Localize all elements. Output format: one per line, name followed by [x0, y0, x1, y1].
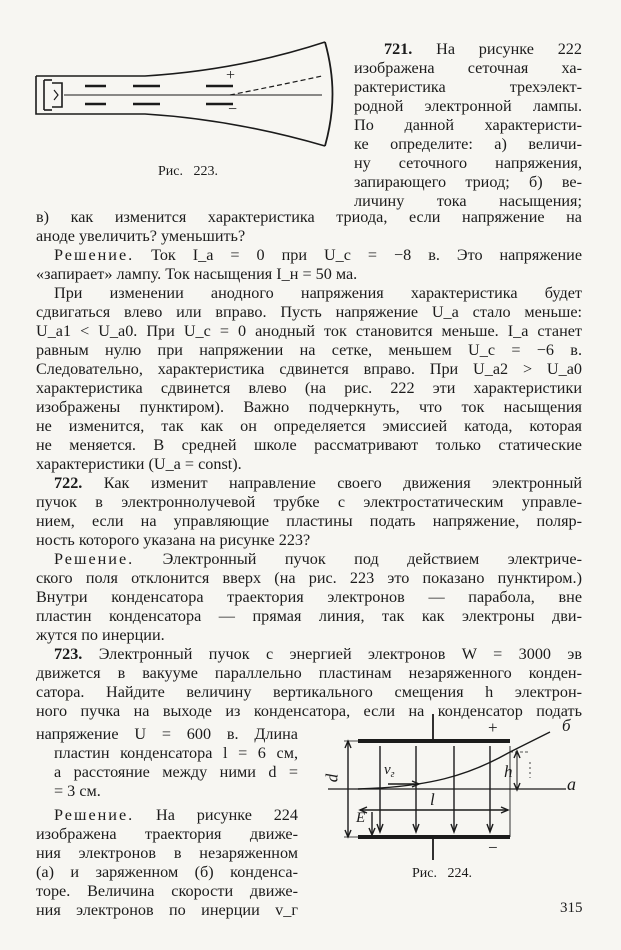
fig223-caption: Рис. 223. — [158, 164, 218, 179]
fig224-plus: + — [488, 718, 498, 737]
fig224-caption: Рис. 224. — [412, 866, 472, 881]
p721-solution-9: не изменится, так как он определяется эмиссией катода, которая — [36, 417, 582, 435]
p721-number: 721. — [384, 40, 413, 58]
p722-line-2: нием, если на управляющие пластины подать напряжение, поляр- — [36, 512, 582, 530]
p722-line-0: 722. Как изменит направление своего движения электронный — [54, 474, 582, 492]
p722-line-1: пучок в электроннолучевой трубке с электростатическим управле- — [36, 493, 582, 511]
p723-line-3: ного пучка на выходе из конденсатора, если на конденсатор подать — [36, 702, 582, 720]
figure-223-crt-tube — [30, 38, 350, 148]
fig224-label-E: E — [356, 810, 366, 826]
p721-solution-1: «запирает» лампу. Ток насыщения I_н = 50 ма. — [36, 265, 358, 283]
p723-solution-1: изображена траектория движе- — [36, 825, 298, 843]
fig224-label-a: a — [567, 774, 576, 794]
p723-solution-4: торе. Величина скорости движе- — [36, 882, 298, 900]
fig223-minus: − — [228, 101, 238, 118]
p723-line-4: напряжение U = 600 в. Длина — [36, 725, 298, 743]
p722-solution-0: Решение. Электронный пучок под действием электриче- — [54, 550, 583, 568]
fig224-minus: − — [488, 838, 498, 857]
p721-line-3: родной электронной лампы. — [354, 97, 582, 115]
p721-solution-4: U_a1 < U_a0. При U_c = 0 анодный ток становится меньше. I_a станет — [36, 322, 582, 340]
p722-solution-2: Внутри конденсатора траектория электронов — парабола, вне — [36, 588, 582, 606]
p723-solution-2: ния электронов в незаряженном — [36, 844, 298, 862]
p721-line-4: По данной характеристи- — [354, 116, 582, 134]
p723-line-0: 723. Электронный пучок с энергией электронов W = 3000 эв — [54, 645, 582, 663]
p721-solution-7: характеристика сдвинется влево (на рис. 222 эти характеристики — [36, 379, 582, 397]
fig224-label-v: $v_г$ — [384, 762, 395, 780]
p721-line-10: аноде увеличить? уменьшить? — [36, 227, 246, 245]
fig224-label-d: d — [322, 773, 342, 783]
p723-line-7: = 3 см. — [54, 782, 101, 800]
p721-solution-10: не меняется. В средней школе рассматривают только статические — [36, 436, 582, 454]
p723-solution-0: Решение. На рисунке 224 — [54, 806, 298, 824]
p721-line-8: личину тока насыщения; — [354, 192, 582, 210]
p721-line-5: ке определите: а) величи- — [354, 135, 582, 153]
p723-line-2: сатора. Найдите величину вертикального смещения h электрон- — [36, 683, 582, 701]
p722-solution-3: пластин конденсатора — прямая линия, так как электроны дви- — [36, 607, 582, 625]
p721-solution-0: Решение. Ток I_a = 0 при U_c = −8 в. Это напряжение — [54, 246, 583, 264]
figure-224-capacitor — [318, 712, 588, 862]
p721-line-6: ну сеточного напряжения, — [354, 154, 582, 172]
p721-line-1: изображена сеточная ха- — [354, 59, 582, 77]
fig224-label-h: h — [504, 762, 513, 781]
p723-line-1: движется в вакууме параллельно пластинам незаряженного конден- — [36, 664, 582, 682]
fig223-plus: + — [226, 67, 236, 84]
p722-line-3: ность которого указана на рисунке 223? — [36, 531, 311, 549]
p721-solution-6: Следовательно, характеристика сдвинется вправо. При U_a2 > U_a0 — [36, 360, 582, 378]
p723-solution-5: ния электронов по инерции v_г — [36, 901, 298, 919]
p721-line-7: запирающего триод; б) ве- — [354, 173, 582, 191]
page-number: 315 — [560, 900, 583, 916]
p722-number: 722. — [54, 474, 83, 492]
p721-solution-5: равным нулю при напряжении на сетке, меньшем U_c = −6 в. — [36, 341, 582, 359]
p721-line-2: рактеристика трехэлект- — [354, 78, 582, 96]
p721-line-9: в) как изменится характеристика триода, если напряжение на — [36, 208, 582, 226]
p723-solution-label: Решение. — [54, 806, 135, 824]
p721-solution-11: характеристики (U_a = const). — [36, 455, 242, 473]
fig224-label-l: l — [430, 790, 435, 809]
fig224-label-b: б — [562, 716, 571, 735]
p723-line-5: пластин конденсатора l = 6 см, — [54, 744, 298, 762]
p722-solution-4: жутся по инерции. — [36, 626, 165, 644]
p723-number: 723. — [54, 645, 83, 663]
p723-solution-3: (а) и заряженном (б) конденса- — [36, 863, 298, 881]
p721-solution-8: изображены пунктиром). Важно подчеркнуть, что ток насыщения — [36, 398, 582, 416]
p721-solution-2: При изменении анодного напряжения характеристика будет — [54, 284, 582, 302]
p721-solution-3: сдвигаться влево или вправо. Пусть напряжение U_a стало меньше: — [36, 303, 582, 321]
p721-line-0: 721. На рисунке 222 — [384, 40, 582, 58]
p722-solution-label: Решение. — [54, 550, 135, 568]
p721-solution-label: Решение. — [54, 246, 135, 264]
p723-line-6: а расстояние между ними d = — [54, 763, 298, 781]
p722-solution-1: ского поля отклонится вверх (на рис. 223 это показано пунктиром.) — [36, 569, 582, 587]
